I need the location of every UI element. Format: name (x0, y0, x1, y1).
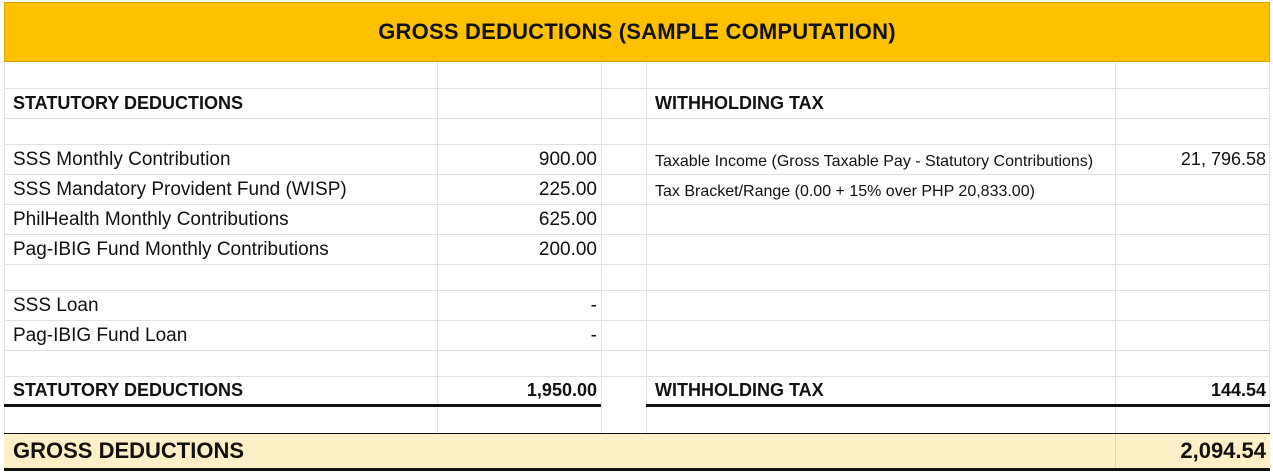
withholding-header: WITHHOLDING TAX (655, 93, 824, 113)
grid-line (4, 350, 1270, 351)
statutory-total-label: STATUTORY DEDUCTIONS (13, 380, 244, 400)
withholding-item-label: Tax Bracket/Range (0.00 + 15% over PHP 20,833.00) (655, 182, 1035, 200)
statutory-item-label: PhilHealth Monthly Contributions (13, 208, 289, 230)
statutory-item-value: 900.00 (538, 148, 597, 170)
statutory-total-underline (4, 404, 601, 407)
withholding-total-underline (646, 404, 1270, 407)
statutory-header: STATUTORY DEDUCTIONS (13, 93, 244, 113)
loan-item-label: SSS Loan (13, 294, 99, 316)
loan-item-label: Pag-IBIG Fund Loan (13, 324, 188, 346)
grid-line (601, 62, 602, 433)
statutory-item-value: 200.00 (538, 238, 597, 260)
gross-deductions-label: GROSS DEDUCTIONS (13, 438, 245, 463)
statutory-total-value: 1,950.00 (526, 380, 597, 400)
grid-line (4, 264, 1270, 265)
withholding-item-label: Taxable Income (Gross Taxable Pay - Statutory Contributions) (655, 152, 1094, 170)
statutory-item-label: SSS Monthly Contribution (13, 148, 231, 170)
loan-item-value: - (590, 324, 597, 346)
spreadsheet (4, 0, 1270, 474)
gross-deductions-value: 2,094.54 (1180, 438, 1266, 463)
statutory-item-label: Pag-IBIG Fund Monthly Contributions (13, 238, 329, 260)
withholding-item-value: 21, 796.58 (1180, 149, 1266, 169)
gross-deductions-underline (4, 468, 1270, 471)
statutory-item-value: 225.00 (538, 178, 597, 200)
statutory-item-label: SSS Mandatory Provident Fund (WISP) (13, 178, 347, 200)
statutory-item-value: 625.00 (538, 208, 597, 230)
withholding-total-value: 144.54 (1210, 380, 1266, 400)
sheet-title: GROSS DEDUCTIONS (SAMPLE COMPUTATION) (4, 2, 1270, 62)
withholding-total-label: WITHHOLDING TAX (655, 380, 824, 400)
loan-item-value: - (590, 294, 597, 316)
withholding-item-value (1115, 175, 1270, 204)
grid-line (4, 118, 1270, 119)
